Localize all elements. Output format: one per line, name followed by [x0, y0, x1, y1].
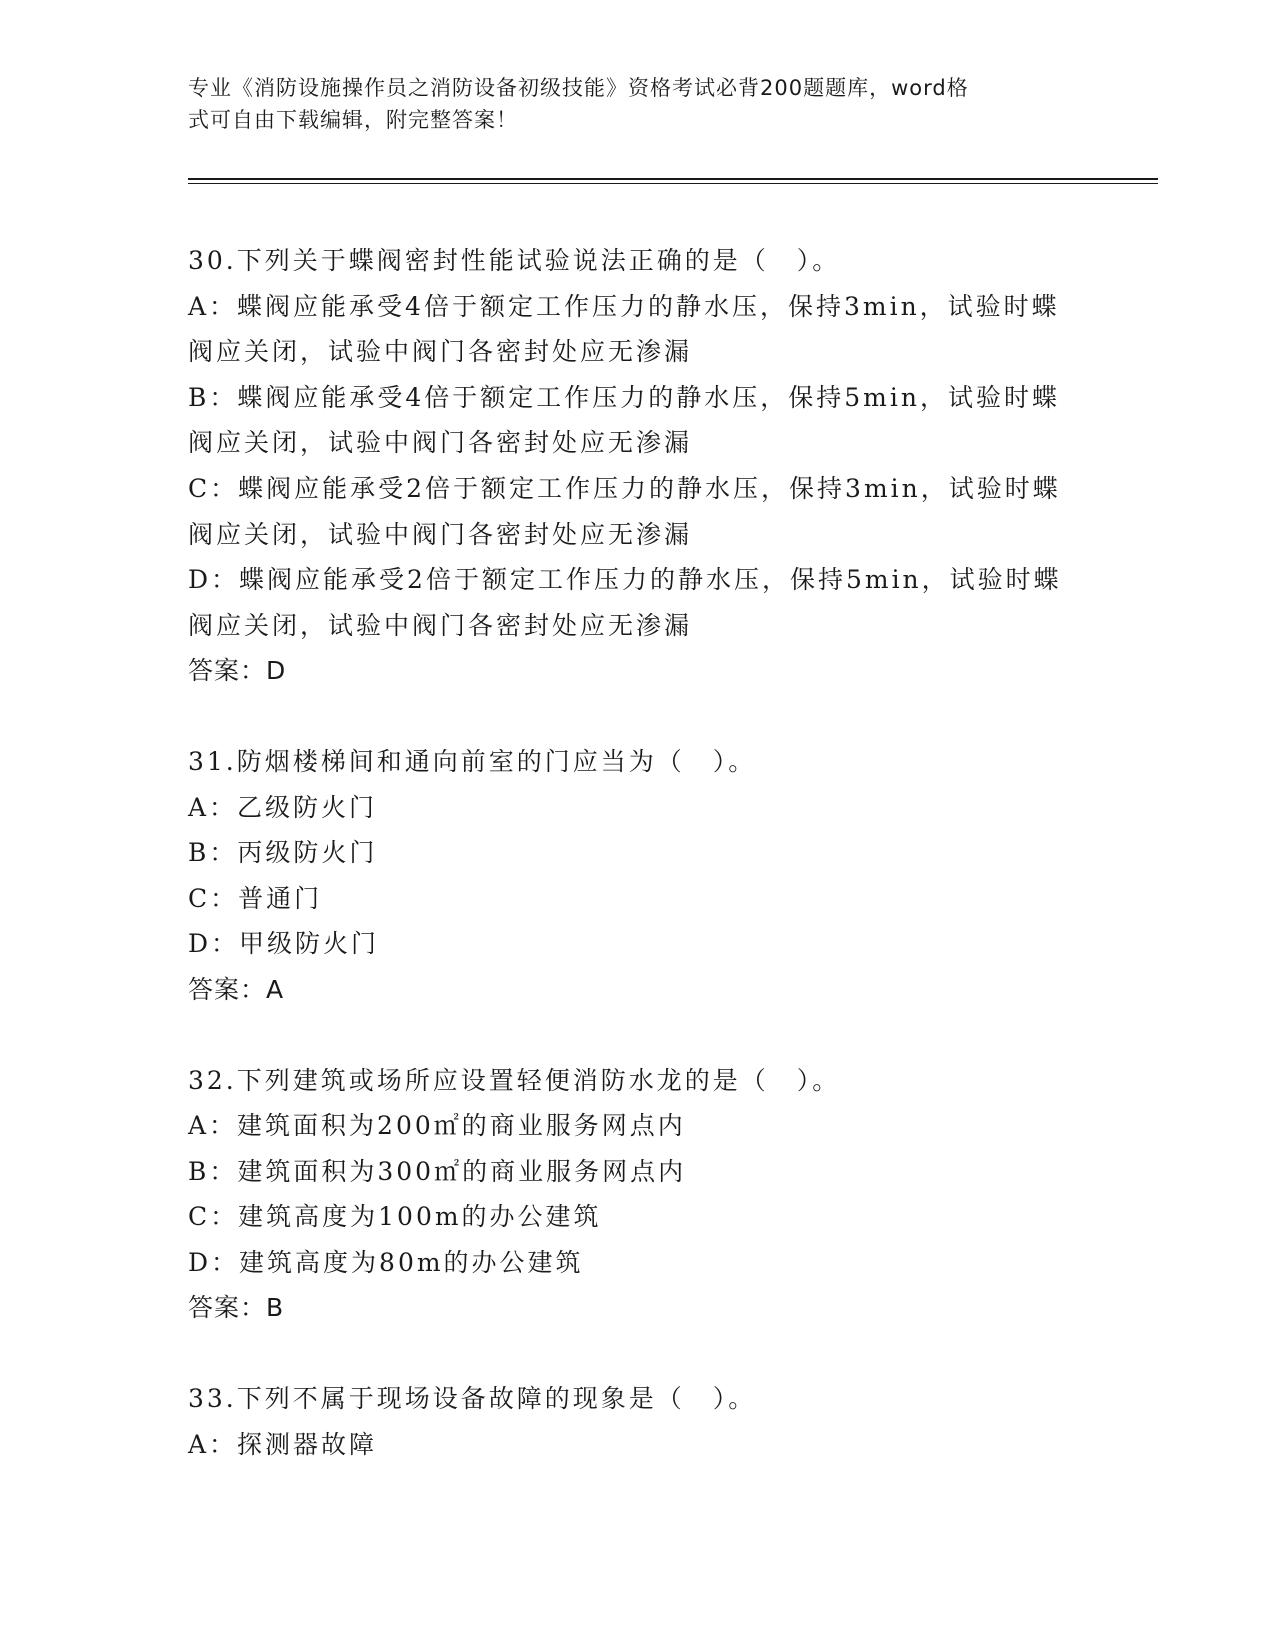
question-list: [188, 238, 1088, 1467]
option-a: A：建筑面积为200㎡的商业服务网点内: [188, 1111, 686, 1141]
question-32: [188, 1058, 1088, 1332]
option-d: D：建筑高度为80m的办公建筑: [188, 1247, 584, 1277]
question-stem: 32.下列建筑或场所应设置轻便消防水龙的是（ ）。: [188, 1065, 841, 1095]
option-a: A：乙级防火门: [188, 792, 378, 822]
document-header: [188, 72, 1068, 136]
option-b: B：蝶阀应能承受4倍于额定工作压力的静水压，保持5min，试验时蝶: [188, 382, 1060, 412]
option-c: C：蝶阀应能承受2倍于额定工作压力的静水压，保持3min，试验时蝶: [188, 473, 1061, 503]
option-a-continued: 阀应关闭，试验中阀门各密封处应无渗漏: [188, 337, 693, 367]
option-b-continued: 阀应关闭，试验中阀门各密封处应无渗漏: [188, 428, 693, 458]
header-divider-thick: [188, 178, 1158, 180]
question-stem: 33.下列不属于现场设备故障的现象是（ ）。: [188, 1384, 757, 1414]
question-33: [188, 1376, 1088, 1467]
header-line-1: 专业《消防设施操作员之消防设备初级技能》资格考试必背200题题库，word格: [188, 76, 969, 100]
option-d-continued: 阀应关闭，试验中阀门各密封处应无渗漏: [188, 610, 693, 640]
header-divider-thin: [188, 183, 1158, 184]
answer: 答案：B: [188, 1293, 285, 1323]
option-c: C：普通门: [188, 883, 323, 913]
option-d: D：甲级防火门: [188, 929, 380, 959]
question-stem: 30.下列关于蝶阀密封性能试验说法正确的是（ ）。: [188, 246, 841, 275]
answer: 答案：D: [188, 656, 287, 686]
header-line-2: 式可自由下载编辑，附完整答案！: [188, 108, 518, 132]
question-stem: 31.防烟楼梯间和通向前室的门应当为（ ）。: [188, 746, 757, 776]
option-b: B：建筑面积为300㎡的商业服务网点内: [188, 1156, 687, 1186]
option-d: D：蝶阀应能承受2倍于额定工作压力的静水压，保持5min，试验时蝶: [188, 565, 1062, 595]
answer: 答案：A: [188, 974, 285, 1004]
option-c: C：建筑高度为100m的办公建筑: [188, 1202, 602, 1232]
option-a: A：蝶阀应能承受4倍于额定工作压力的静水压，保持3min，试验时蝶: [188, 291, 1060, 321]
question-31: [188, 739, 1088, 1013]
option-c-continued: 阀应关闭，试验中阀门各密封处应无渗漏: [188, 519, 693, 549]
option-b: B：丙级防火门: [188, 838, 378, 868]
option-a: A：探测器故障: [188, 1429, 378, 1459]
question-30: [188, 238, 1088, 694]
